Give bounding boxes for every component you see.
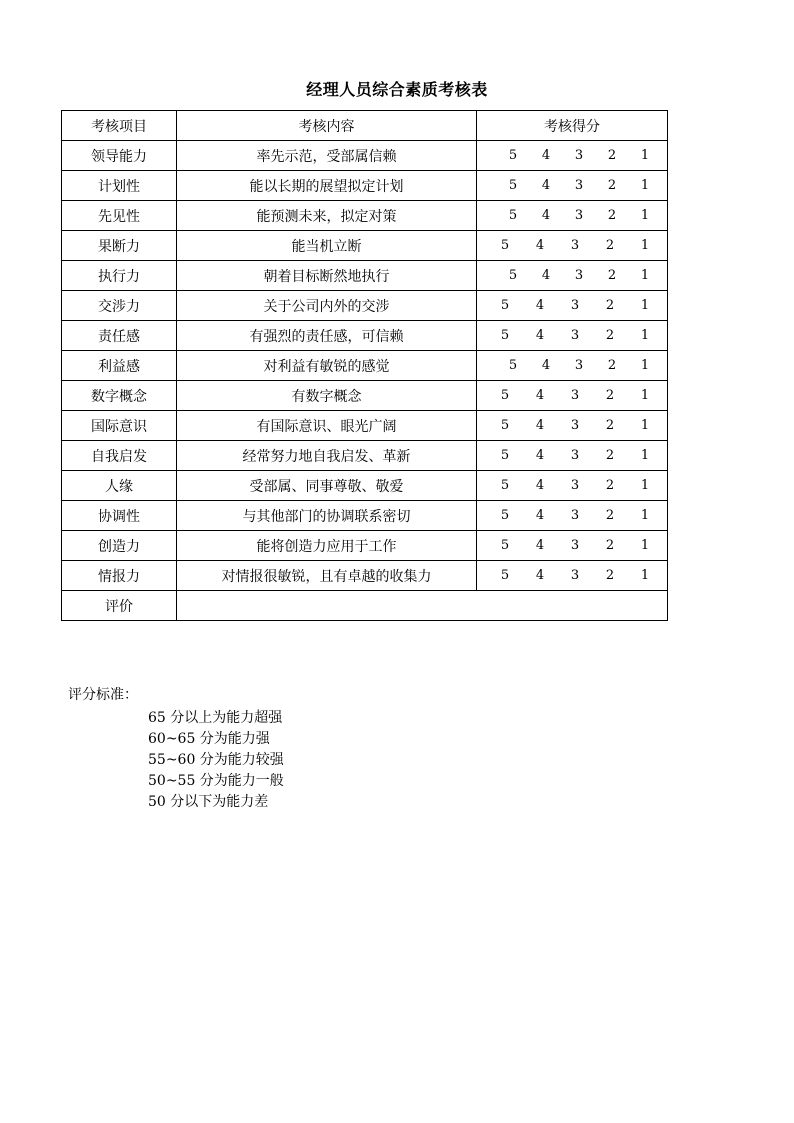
score-option: 1 <box>640 388 650 403</box>
score-option: 2 <box>605 328 615 343</box>
table-header-row <box>62 111 668 141</box>
score-option: 5 <box>508 208 518 223</box>
score-option: 4 <box>541 178 551 193</box>
score-option: 5 <box>508 358 518 373</box>
row-content: 有国际意识、眼光广阔 <box>177 411 477 441</box>
row-content: 能将创造力应用于工作 <box>177 531 477 561</box>
row-score-options <box>477 441 668 471</box>
score-option: 2 <box>605 238 615 253</box>
row-content: 经常努力地自我启发、革新 <box>177 441 477 471</box>
row-score-options <box>477 501 668 531</box>
score-option: 5 <box>500 478 510 493</box>
score-option: 1 <box>640 568 650 583</box>
score-option: 4 <box>535 418 545 433</box>
row-content: 与其他部门的协调联系密切 <box>177 501 477 531</box>
row-item: 国际意识 <box>62 411 177 441</box>
score-option: 1 <box>640 448 650 463</box>
criteria-item: 55~60 分为能力较强 <box>148 752 284 768</box>
criteria-item: 60~65 分为能力强 <box>148 731 270 747</box>
score-option: 2 <box>605 298 615 313</box>
score-option: 5 <box>500 328 510 343</box>
score-option: 4 <box>535 508 545 523</box>
score-option: 5 <box>500 448 510 463</box>
row-item: 利益感 <box>62 351 177 381</box>
score-option: 3 <box>570 478 580 493</box>
row-score-options <box>477 471 668 501</box>
row-content: 能预测未来，拟定对策 <box>177 201 477 231</box>
score-option: 1 <box>640 508 650 523</box>
row-content: 有数字概念 <box>177 381 477 411</box>
row-item: 领导能力 <box>62 141 177 171</box>
row-item: 情报力 <box>62 561 177 591</box>
table-row <box>62 411 668 441</box>
row-score-options <box>477 561 668 591</box>
score-option: 5 <box>500 298 510 313</box>
score-option: 5 <box>500 568 510 583</box>
score-option: 2 <box>605 448 615 463</box>
row-score-options <box>477 141 668 171</box>
table-row <box>62 201 668 231</box>
score-option: 1 <box>640 358 650 373</box>
header-item: 考核项目 <box>62 111 177 141</box>
score-option: 1 <box>640 238 650 253</box>
row-item: 交涉力 <box>62 291 177 321</box>
score-option: 4 <box>535 298 545 313</box>
score-option: 2 <box>605 388 615 403</box>
criteria-title: 评分标准： <box>68 687 138 703</box>
row-score-options <box>477 531 668 561</box>
score-option: 1 <box>640 418 650 433</box>
row-item: 计划性 <box>62 171 177 201</box>
score-option: 2 <box>605 508 615 523</box>
row-item: 执行力 <box>62 261 177 291</box>
score-option: 3 <box>570 448 580 463</box>
table-row <box>62 231 668 261</box>
score-option: 1 <box>640 298 650 313</box>
score-option: 4 <box>535 538 545 553</box>
score-option: 2 <box>605 478 615 493</box>
score-option: 3 <box>574 178 584 193</box>
evaluation-value <box>177 591 668 621</box>
score-option: 2 <box>607 358 617 373</box>
row-content: 能当机立断 <box>177 231 477 261</box>
score-option: 3 <box>570 538 580 553</box>
score-option: 1 <box>640 148 650 163</box>
score-option: 5 <box>508 178 518 193</box>
score-option: 4 <box>535 328 545 343</box>
score-option: 3 <box>570 388 580 403</box>
row-item: 数字概念 <box>62 381 177 411</box>
score-option: 4 <box>541 208 551 223</box>
score-option: 5 <box>500 538 510 553</box>
score-option: 1 <box>640 478 650 493</box>
row-content: 能以长期的展望拟定计划 <box>177 171 477 201</box>
criteria-item: 50 分以下为能力差 <box>148 794 269 810</box>
score-option: 3 <box>570 328 580 343</box>
score-option: 3 <box>570 238 580 253</box>
score-option: 1 <box>640 178 650 193</box>
row-item: 创造力 <box>62 531 177 561</box>
score-option: 5 <box>500 388 510 403</box>
score-option: 3 <box>574 358 584 373</box>
score-option: 2 <box>607 208 617 223</box>
evaluation-row <box>62 591 668 621</box>
row-score-options <box>477 291 668 321</box>
row-score-options <box>477 231 668 261</box>
criteria-item: 65 分以上为能力超强 <box>148 710 283 726</box>
table-row <box>62 351 668 381</box>
table-row <box>62 171 668 201</box>
row-item: 先见性 <box>62 201 177 231</box>
criteria-item: 50~55 分为能力一般 <box>148 773 284 789</box>
score-option: 4 <box>535 568 545 583</box>
table-row <box>62 441 668 471</box>
row-content: 对情报很敏锐，且有卓越的收集力 <box>177 561 477 591</box>
score-option: 3 <box>574 208 584 223</box>
score-option: 1 <box>640 538 650 553</box>
score-option: 3 <box>570 418 580 433</box>
score-option: 4 <box>535 478 545 493</box>
row-item: 协调性 <box>62 501 177 531</box>
score-option: 3 <box>570 568 580 583</box>
row-score-options <box>477 171 668 201</box>
table-row <box>62 381 668 411</box>
score-option: 4 <box>541 148 551 163</box>
score-option: 2 <box>605 418 615 433</box>
table-row <box>62 261 668 291</box>
header-content: 考核内容 <box>177 111 477 141</box>
table-row <box>62 531 668 561</box>
table-row <box>62 471 668 501</box>
score-option: 5 <box>508 148 518 163</box>
row-content: 朝着目标断然地执行 <box>177 261 477 291</box>
row-score-options <box>477 261 668 291</box>
score-option: 5 <box>500 238 510 253</box>
table-row <box>62 141 668 171</box>
score-option: 1 <box>640 208 650 223</box>
score-option: 5 <box>508 268 518 283</box>
score-option: 2 <box>605 538 615 553</box>
score-option: 2 <box>607 268 617 283</box>
row-score-options <box>477 411 668 441</box>
row-item: 果断力 <box>62 231 177 261</box>
row-score-options <box>477 381 668 411</box>
score-option: 5 <box>500 418 510 433</box>
score-option: 4 <box>535 448 545 463</box>
row-item: 自我启发 <box>62 441 177 471</box>
row-content: 受部属、同事尊敬、敬爱 <box>177 471 477 501</box>
score-option: 3 <box>570 508 580 523</box>
row-content: 有强烈的责任感，可信赖 <box>177 321 477 351</box>
score-option: 2 <box>607 148 617 163</box>
score-option: 3 <box>574 148 584 163</box>
table-row <box>62 291 668 321</box>
score-option: 4 <box>541 268 551 283</box>
evaluation-label: 评价 <box>62 591 177 621</box>
row-item: 人缘 <box>62 471 177 501</box>
row-score-options <box>477 321 668 351</box>
header-score: 考核得分 <box>477 111 668 141</box>
criteria-list <box>148 708 284 813</box>
score-option: 4 <box>541 358 551 373</box>
form-title: 经理人员综合素质考核表 <box>306 80 488 99</box>
row-content: 对利益有敏锐的感觉 <box>177 351 477 381</box>
score-option: 3 <box>570 298 580 313</box>
row-score-options <box>477 201 668 231</box>
row-content: 关于公司内外的交涉 <box>177 291 477 321</box>
score-option: 4 <box>535 238 545 253</box>
table-row <box>62 501 668 531</box>
score-option: 4 <box>535 388 545 403</box>
table-row <box>62 321 668 351</box>
score-option: 2 <box>607 178 617 193</box>
row-score-options <box>477 351 668 381</box>
row-content: 率先示范，受部属信赖 <box>177 141 477 171</box>
score-option: 2 <box>605 568 615 583</box>
table-row <box>62 561 668 591</box>
score-option: 3 <box>574 268 584 283</box>
assessment-table <box>61 110 668 621</box>
row-item: 责任感 <box>62 321 177 351</box>
scoring-criteria <box>68 684 284 813</box>
score-option: 5 <box>500 508 510 523</box>
score-option: 1 <box>640 268 650 283</box>
score-option: 1 <box>640 328 650 343</box>
